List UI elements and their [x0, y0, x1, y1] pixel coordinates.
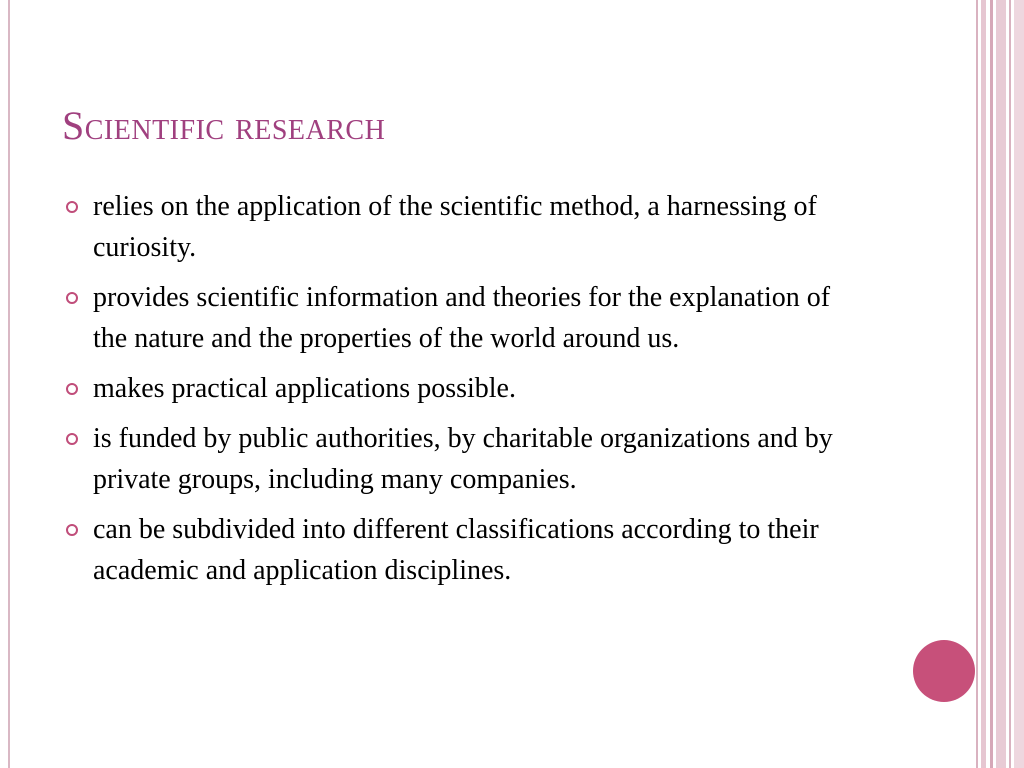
bullet-text: relies on the application of the scientific method, a harnessing of curiosity. — [93, 191, 817, 263]
bullet-item — [62, 186, 862, 268]
bullet-text: makes practical applications possible. — [93, 373, 516, 404]
hollow-circle-bullet-icon — [66, 383, 78, 395]
stripe — [981, 0, 986, 768]
hollow-circle-bullet-icon — [66, 201, 78, 213]
left-border-line — [8, 0, 10, 768]
bullet-item — [62, 368, 862, 409]
bullet-item — [62, 418, 862, 500]
stripe — [976, 0, 978, 768]
bullet-text: provides scientific information and theories for the explanation of the nature and the properties of the world around us. — [93, 282, 831, 354]
right-decorative-stripes — [976, 0, 1024, 768]
hollow-circle-bullet-icon — [66, 292, 78, 304]
decorative-circle — [913, 640, 975, 702]
bullet-list — [62, 186, 862, 600]
stripe — [990, 0, 993, 768]
hollow-circle-bullet-icon — [66, 433, 78, 445]
bullet-text: is funded by public authorities, by charitable organizations and by private groups, including many companies. — [93, 423, 833, 495]
bullet-item — [62, 509, 862, 591]
hollow-circle-bullet-icon — [66, 524, 78, 536]
stripe — [996, 0, 1006, 768]
bullet-text: can be subdivided into different classifications according to their academic and application disciplines. — [93, 514, 819, 586]
slide-title: Scientific research — [62, 103, 386, 148]
bullet-item — [62, 277, 862, 359]
stripe — [1009, 0, 1011, 768]
stripe — [1014, 0, 1024, 768]
